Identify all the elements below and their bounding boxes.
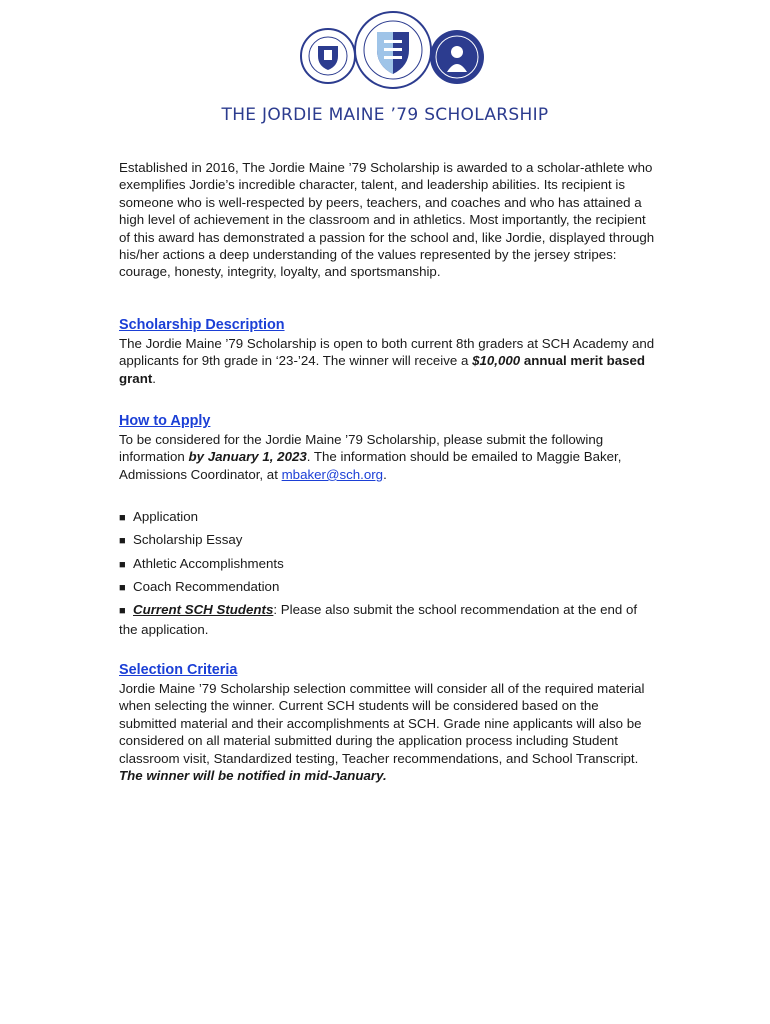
bullet-icon: ■ — [119, 558, 126, 571]
school-logos — [300, 10, 486, 90]
list-item: ■ Athletic Accomplishments — [119, 555, 659, 578]
email-link[interactable]: mbaker@sch.org — [281, 466, 384, 482]
winner-notice: The winner will be notified in mid-January. — [119, 768, 387, 784]
right-seal-logo — [430, 30, 484, 84]
bullet-icon: ■ — [119, 605, 126, 618]
page-title: THE JORDIE MAINE ’79 SCHOLARSHIP — [221, 105, 549, 125]
center-crest-logo — [355, 12, 431, 88]
intro-paragraph: Established in 2016, The Jordie Maine ’79 Scholarship is awarded to a scholar-athlete who exemplifies Jordie’s incredible character, talent, and leadership abilities. Its recipient is someone who is well-respected by peers, teachers, and coaches and who has attained a high level of achievement in the classroom and in athletics. Most importantly, the recipient of this award has demonstrated a passion for the school and, like Jordie, displayed through his/her actions a deep understanding of the values represented by the jersey stripes: courage, honesty, integrity, loyalty, and sportsmanship. — [119, 160, 655, 280]
selection-criteria-heading[interactable]: Selection Criteria — [119, 662, 238, 678]
current-students-label: Current SCH Students — [133, 602, 274, 618]
list-item: ■ Application — [119, 508, 659, 531]
scholarship-description-text: The Jordie Maine ’79 Scholarship is open to both current 8th graders at SCH Academy and applicants for 9th grade in ‘23-’24. The winner will receive a $10,000 annual merit based grant. — [119, 336, 655, 386]
bullet-icon: ■ — [119, 512, 126, 524]
list-item: ■ Scholarship Essay — [119, 531, 659, 554]
bullet-icon: ■ — [119, 581, 126, 594]
how-to-apply-text: To be considered for the Jordie Maine ’79 Scholarship, please submit the following information by January 1, 2023. The information should be emailed to Maggie Baker, Admissions Coordinator, at mbaker@sch.org. — [119, 432, 622, 482]
bullet-icon: ■ — [119, 535, 126, 548]
list-item-current-students: ■ Current SCH Students: Please also submit the school recommendation at the end of the application. — [119, 602, 638, 637]
grant-amount: $10,000 — [472, 353, 521, 369]
requirements-list — [119, 508, 659, 638]
scholarship-description-heading[interactable]: Scholarship Description — [119, 317, 285, 333]
how-to-apply-heading[interactable]: How to Apply — [119, 413, 211, 429]
list-item: ■ Coach Recommendation — [119, 578, 659, 601]
selection-criteria-text: Jordie Maine ’79 Scholarship selection committee will consider all of the required material when selecting the winner. Current SCH students will be considered based on the submitted material and their accomplishments at SCH. Grade nine applicants will also be considered on all material submitted during the application process including Student classroom visit, Standardized testing, Teacher recommendations, and School Transcript. The winner will be notified in mid-January. — [119, 681, 645, 784]
deadline: by January 1, 2023 — [188, 449, 307, 465]
left-seal-logo — [301, 29, 355, 83]
